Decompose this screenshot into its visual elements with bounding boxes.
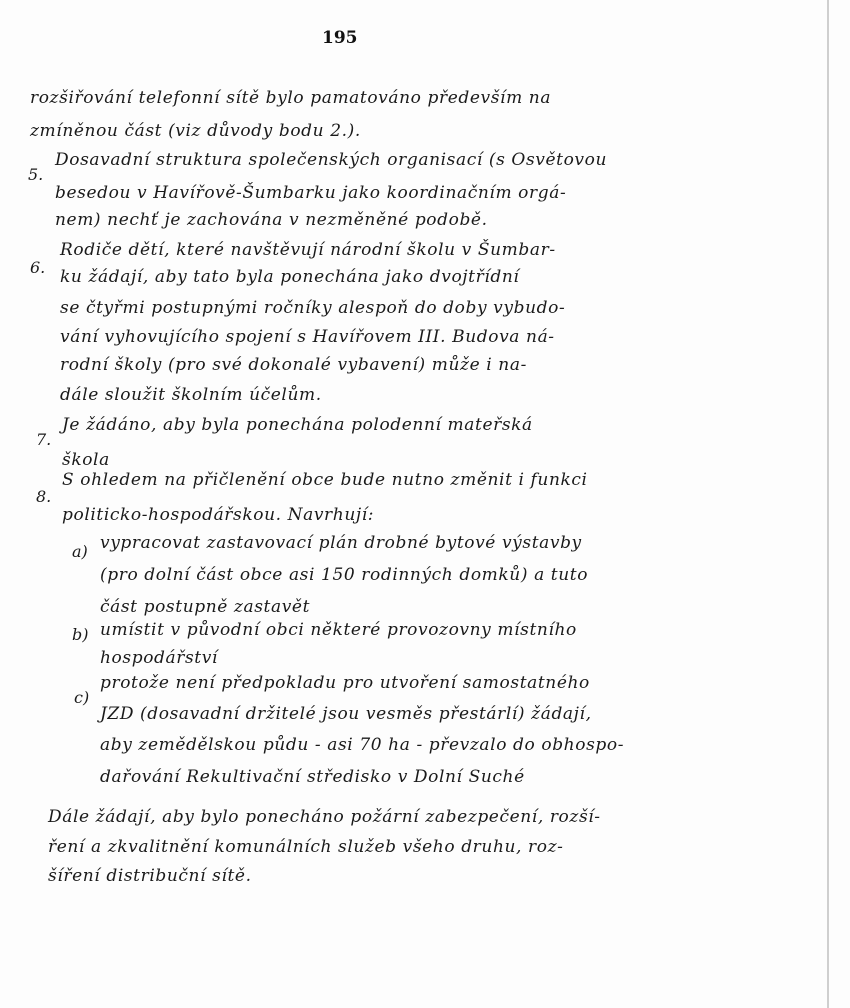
text-line: ku žádají, aby tato byla ponechána jako dvojtřídní	[60, 267, 520, 287]
text-line: ření a zkvalitnění komunálních služeb všeho druhu, roz-	[48, 837, 564, 857]
list-marker: 7.	[36, 430, 52, 449]
list-marker: 5.	[28, 165, 44, 184]
text-line: Dále žádají, aby bylo ponecháno požární zabezpečení, rozší-	[48, 807, 601, 827]
list-marker: b)	[72, 625, 89, 644]
list-marker: 6.	[30, 258, 46, 277]
text-line: JZD (dosavadní držitelé jsou vesměs přestárlí) žádají,	[100, 704, 592, 724]
text-line: dařování Rekultivační středisko v Dolní Suché	[100, 767, 525, 787]
page-edge-line	[827, 0, 829, 1008]
page-number: 195	[322, 28, 358, 48]
text-line: besedou v Havířově-Šumbarku jako koordinačním orgá-	[55, 183, 567, 203]
text-line: škola	[62, 450, 110, 470]
text-line: zmíněnou část (viz důvody bodu 2.).	[30, 121, 361, 141]
text-line: rozšiřování telefonní sítě bylo pamatováno především na	[30, 88, 552, 108]
text-line: protože není předpokladu pro utvoření samostatného	[100, 673, 590, 693]
text-line: vání vyhovujícího spojení s Havířovem III. Budova ná-	[60, 327, 555, 347]
text-line: část postupně zastavět	[100, 597, 311, 617]
text-line: S ohledem na přičlenění obce bude nutno změnit i funkci	[62, 470, 588, 490]
text-line: dále sloužit školním účelům.	[60, 385, 322, 405]
text-line: nem) nechť je zachována v nezměněné podobě.	[55, 210, 488, 230]
text-line: vypracovat zastavovací plán drobné bytové výstavby	[100, 533, 582, 553]
text-line: Je žádáno, aby byla ponechána polodenní mateřská	[62, 415, 533, 435]
text-line: hospodářství	[100, 648, 218, 668]
text-line: rodní školy (pro své dokonalé vybavení) může i na-	[60, 355, 527, 375]
text-line: Rodiče dětí, které navštěvují národní školu v Šumbar-	[60, 240, 556, 260]
text-line: aby zemědělskou půdu - asi 70 ha - převzalo do obhospo-	[100, 735, 625, 755]
text-line: se čtyřmi postupnými ročníky alespoň do doby vybudo-	[60, 298, 566, 318]
text-line: umístit v původní obci některé provozovny místního	[100, 620, 577, 640]
list-marker: a)	[72, 542, 88, 561]
list-marker: c)	[74, 688, 90, 707]
text-line: Dosavadní struktura společenských organisací (s Osvětovou	[55, 150, 608, 170]
text-line: (pro dolní část obce asi 150 rodinných domků) a tuto	[100, 565, 589, 585]
list-marker: 8.	[36, 487, 52, 506]
text-line: politicko-hospodářskou. Navrhují:	[62, 505, 375, 525]
text-line: šíření distribuční sítě.	[48, 866, 252, 886]
